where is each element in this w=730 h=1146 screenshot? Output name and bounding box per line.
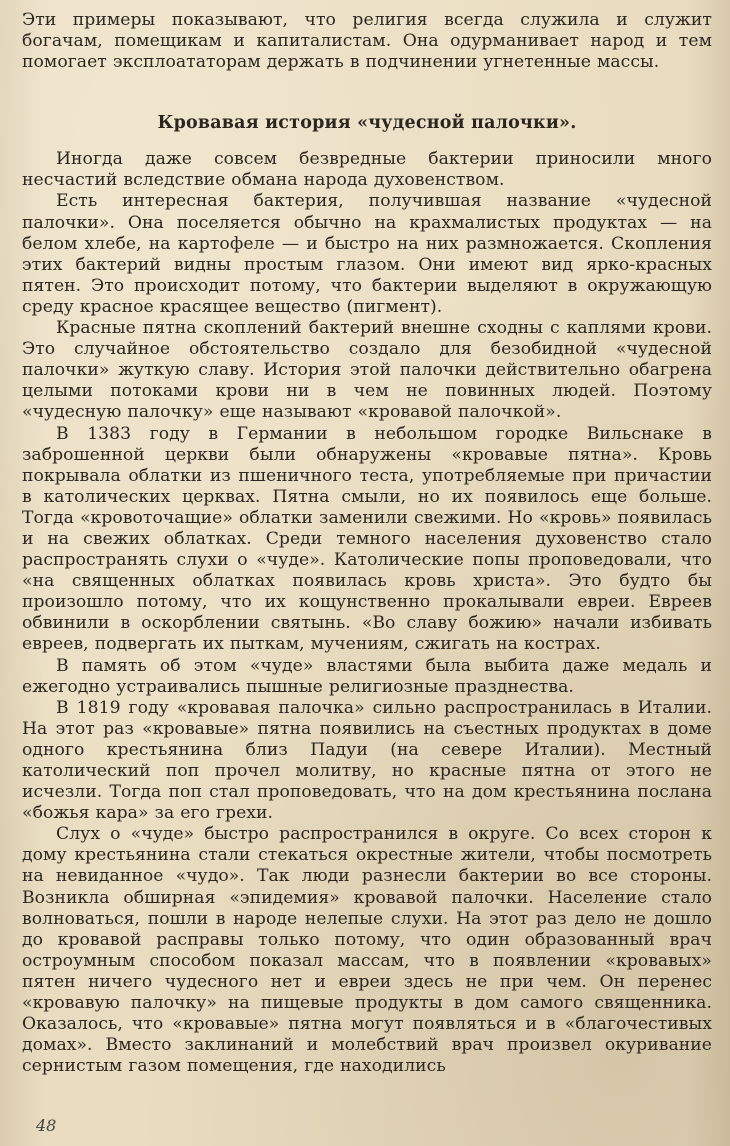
paragraph-5: В память об этом «чуде» властями была выбита даже медаль и ежегодно устраивались пышные религиозные празднества. bbox=[22, 655, 712, 697]
paragraph-4: В 1383 году в Германии в небольшом городке Вильснаке в заброшенной церкви были обнаружены «кровавые пятна». Кровь покрывала облатки из пшеничного теста, употребляемые при причастии в католических церквах. Пятна смыли, но их появилось еще больше. Тогда «кровоточащие» облатки заменили свежими. Но «кровь» появилась и на свежих облатках. Среди темного населения духовенство стало распространять слухи о «чуде». Католические попы проповедовали, что «на священных облатках появилась кровь христа». Это будто бы произошло потому, что их кощунственно прокалывали евреи. Евреев обвинили в оскорблении святынь. «Во славу божию» начали избивать евреев, подвергать их пыткам, мучениям, сжигать на кострах. bbox=[22, 423, 712, 655]
book-page bbox=[22, 6, 712, 1136]
section-heading: Кровавая история «чудесной палочки». bbox=[157, 113, 577, 134]
paragraph-7: Слух о «чуде» быстро распространился в округе. Со всех сторон к дому крестьянина стали стекаться окрестные жители, чтобы посмотреть на невиданное «чудо». Так люди разнесли бактерии во все стороны. Возникла обширная «эпидемия» кровавой палочки. Население стало волноваться, пошли в народе нелепые слухи. На этот раз дело не дошло до кровавой расправы только потому, что один образованный врач остроумным способом показал массам, что в появлении «кровавых» пятен ничего чудесного нет и евреи здесь не при чем. Он перенес «кровавую палочку» на пищевые продукты в дом самого священника. Оказалось, что «кровавые» пятна могут появляться и в «благочестивых домах». Вместо заклинаний и молебствий врач произвел окуривание сернистым газом помещения, где находились bbox=[22, 824, 712, 1077]
intro-paragraph: Эти примеры показывают, что религия всегда служила и служит богачам, помещикам и капиталистам. Она одурманивает народ и тем помогает эксплоататорам держать в подчинении угнетенные массы. bbox=[22, 10, 712, 73]
paragraph-6: В 1819 году «кровавая палочка» сильно распространилась в Италии. На этот раз «кровавые» пятна появились на съестных продуктах в доме одного крестьянина близ Падуи (на севере Италии). Местный католический поп прочел молитву, но красные пятна от этого не исчезли. Тогда поп стал проповедовать, что на дом крестьянина послана «божья кара» за его грехи. bbox=[22, 697, 712, 824]
paragraph-2: Есть интересная бактерия, получившая название «чудесной палочки». Она поселяется обычно на крахмалистых продуктах — на белом хлебе, на картофеле — и быстро на них размножается. Скопления этих бактерий видны простым глазом. Они имеют вид ярко-красных пятен. Это происходит потому, что бактерии выделяют в окружающую среду красное красящее вещество (пигмент). bbox=[22, 191, 712, 317]
paragraph-1: Иногда даже совсем безвредные бактерии приносили много несчастий вследствие обмана народа духовенством. bbox=[22, 149, 712, 191]
page-number: 48 bbox=[36, 1116, 57, 1135]
paragraph-3: Красные пятна скоплений бактерий внешне сходны с каплями крови. Это случайное обстоятельство создало для безобидной «чудесной палочки» жуткую славу. История этой палочки действительно обагрена целыми потоками крови ни в чем не повинных людей. Поэтому «чудесную палочку» еще называют «кровавой палочкой». bbox=[22, 318, 712, 423]
